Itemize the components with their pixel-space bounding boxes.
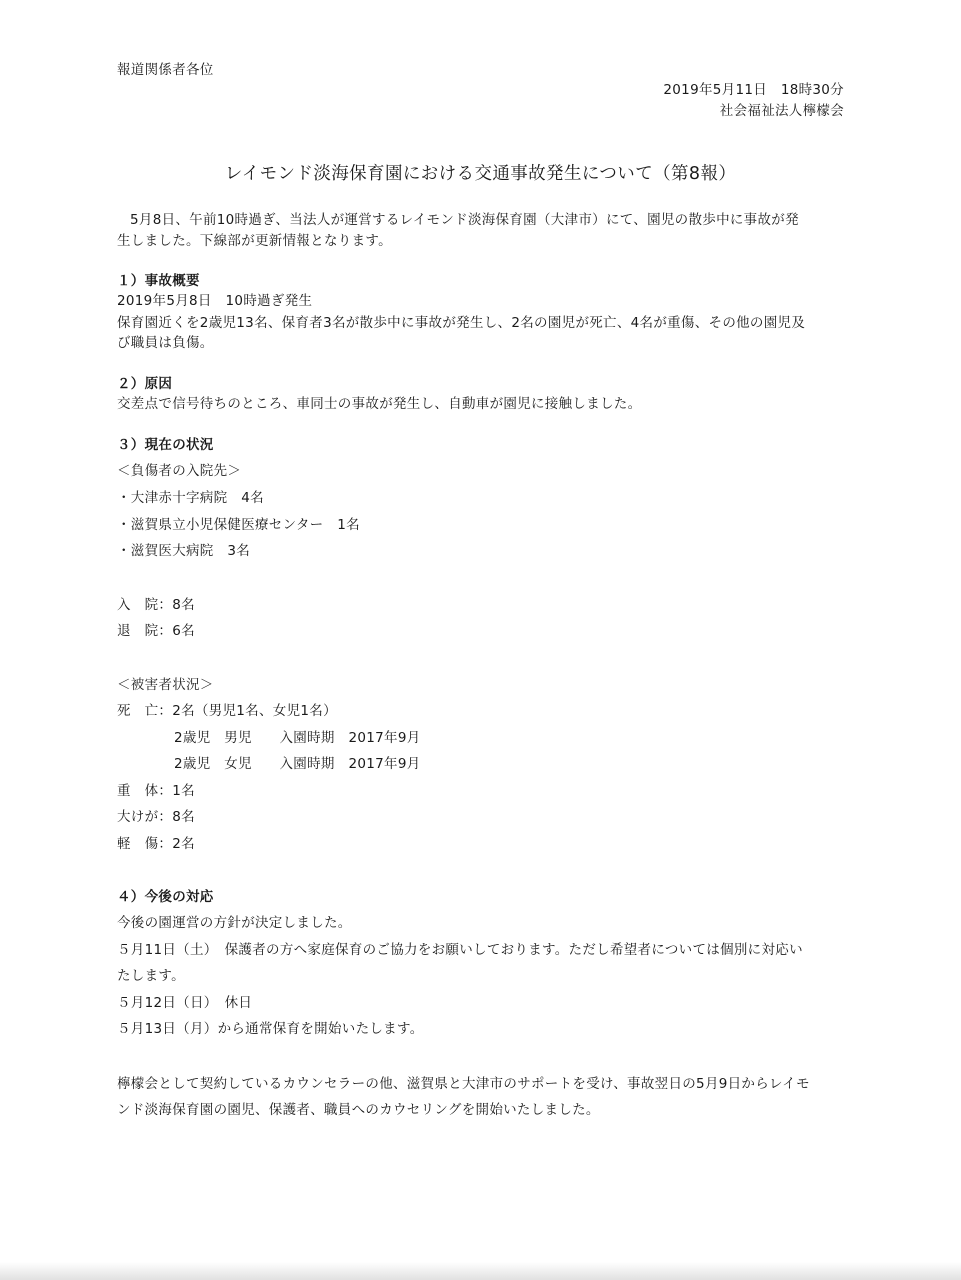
serious-count: 重 体：1名 [117, 783, 195, 799]
section-4-heading: ４）今後の対応 [117, 889, 214, 905]
section-1-line-1: 2019年5月8日 10時過ぎ発生 [117, 293, 313, 309]
section-1-line-2: 保育園近くを2歳児13名、保育者3名が散歩中に事故が発生し、2名の園児が死亡、4名が重傷、その他の園児及 [117, 315, 806, 331]
victims-heading: ＜被害者状況＞ [117, 677, 214, 693]
section-2-line-1: 交差点で信号待ちのところ、車同士の事故が発生し、自動車が園児に接触しました。 [117, 396, 642, 412]
death-detail: 2歳児 男児 入園時期 2017年9月 [174, 730, 421, 746]
deaths-count: 死 亡：2名（男児1名、女児1名） [117, 703, 337, 719]
section-1-heading: １）事故概要 [117, 273, 200, 289]
section-4-line-5: ５月13日（月）から通常保育を開始いたします。 [117, 1021, 424, 1037]
hospital-item: ・大津赤十字病院 4名 [117, 490, 264, 506]
intro-line-1: 5月8日、午前10時過ぎ、当法人が運営するレイモンド淡海保育園（大津市）にて、園児の散歩中に事故が発 [130, 212, 799, 228]
discharged-count: 退 院：6名 [117, 623, 195, 639]
page-bottom-shadow [0, 1262, 961, 1280]
minor-injury-count: 軽 傷：2名 [117, 836, 195, 852]
section-4-line-2: ５月11日（土） 保護者の方へ家庭保育のご協力をお願いしております。ただし希望者については個別に対応い [117, 942, 803, 958]
document-title: レイモンド淡海保育園における交通事故発生について（第8報） [224, 164, 737, 184]
section-2-heading: ２）原因 [117, 376, 173, 392]
hospitals-heading: ＜負傷者の入院先＞ [117, 463, 242, 479]
section-4-line-1: 今後の園運営の方針が決定しました。 [117, 915, 352, 931]
hospital-item: ・滋賀医大病院 3名 [117, 543, 251, 559]
major-injury-count: 大けが：8名 [117, 809, 195, 825]
date-time: 2019年5月11日 18時30分 [663, 82, 844, 98]
hospital-item: ・滋賀県立小児保健医療センター 1名 [117, 517, 360, 533]
addressee: 報道関係者各位 [117, 62, 214, 78]
death-detail: 2歳児 女児 入園時期 2017年9月 [174, 756, 421, 772]
issuer: 社会福祉法人檸檬会 [719, 103, 844, 119]
section-1-line-3: び職員は負傷。 [117, 335, 214, 351]
closing-line-2: ンド淡海保育園の園児、保護者、職員へのカウセリングを開始いたしました。 [117, 1102, 600, 1118]
section-4-line-4: ５月12日（日） 休日 [117, 995, 253, 1011]
section-3-heading: ３）現在の状況 [117, 437, 214, 453]
section-4-line-3: たします。 [117, 968, 185, 984]
intro-line-2: 生しました。下線部が更新情報となります。 [117, 233, 392, 249]
admitted-count: 入 院：8名 [117, 597, 195, 613]
closing-line-1: 檸檬会として契約しているカウンセラーの他、滋賀県と大津市のサポートを受け、事故翌日の5月9日からレイモ [117, 1076, 810, 1092]
